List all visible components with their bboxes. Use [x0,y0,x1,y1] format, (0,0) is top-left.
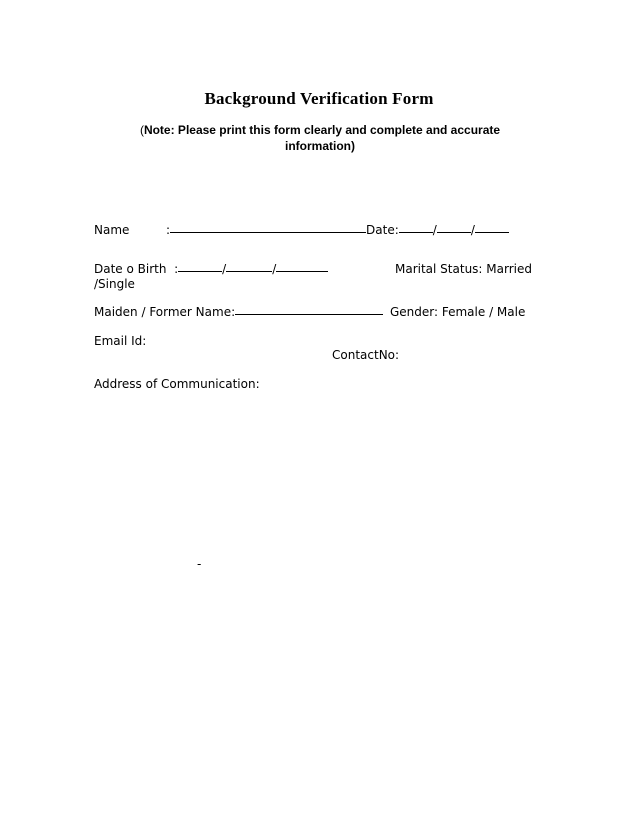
maiden-name-blank[interactable] [235,313,383,315]
marital-status-continuation: /Single [94,277,135,291]
dob-year-blank[interactable] [276,270,328,272]
dob-slash-1: / [222,262,227,276]
maiden-name-label: Maiden / Former Name: [94,305,236,319]
stray-dash-mark: - [197,557,202,571]
dob-row [94,262,328,277]
gender-label: Gender: Female / Male [390,305,526,319]
form-note [120,122,520,154]
marital-status-label: Marital Status: Married [395,262,532,276]
date-year-blank[interactable] [475,231,509,233]
form-title: Background Verification Form [204,89,434,108]
date-slash-2: / [470,223,475,237]
dob-label: Date o Birth [94,262,167,276]
date-slash-1: / [432,223,437,237]
dob-month-blank[interactable] [226,270,272,272]
address-label: Address of Communication: [94,377,260,391]
date-day-blank[interactable] [399,231,433,233]
date-month-blank[interactable] [437,231,471,233]
name-row [166,223,509,238]
dob-slash-2: / [272,262,277,276]
dob-day-blank[interactable] [178,270,222,272]
note-open-paren: ( [139,123,144,137]
date-label: Date: [366,223,399,237]
name-colon: : [166,223,171,237]
name-blank[interactable] [170,231,366,233]
maiden-row [94,305,383,320]
name-label: Name [94,223,130,237]
email-label: Email Id: [94,334,147,348]
note-text: Note: Please print this form clearly and complete and accurate information) [143,123,501,153]
contact-label: ContactNo: [332,348,400,362]
dob-colon: : [174,262,179,276]
